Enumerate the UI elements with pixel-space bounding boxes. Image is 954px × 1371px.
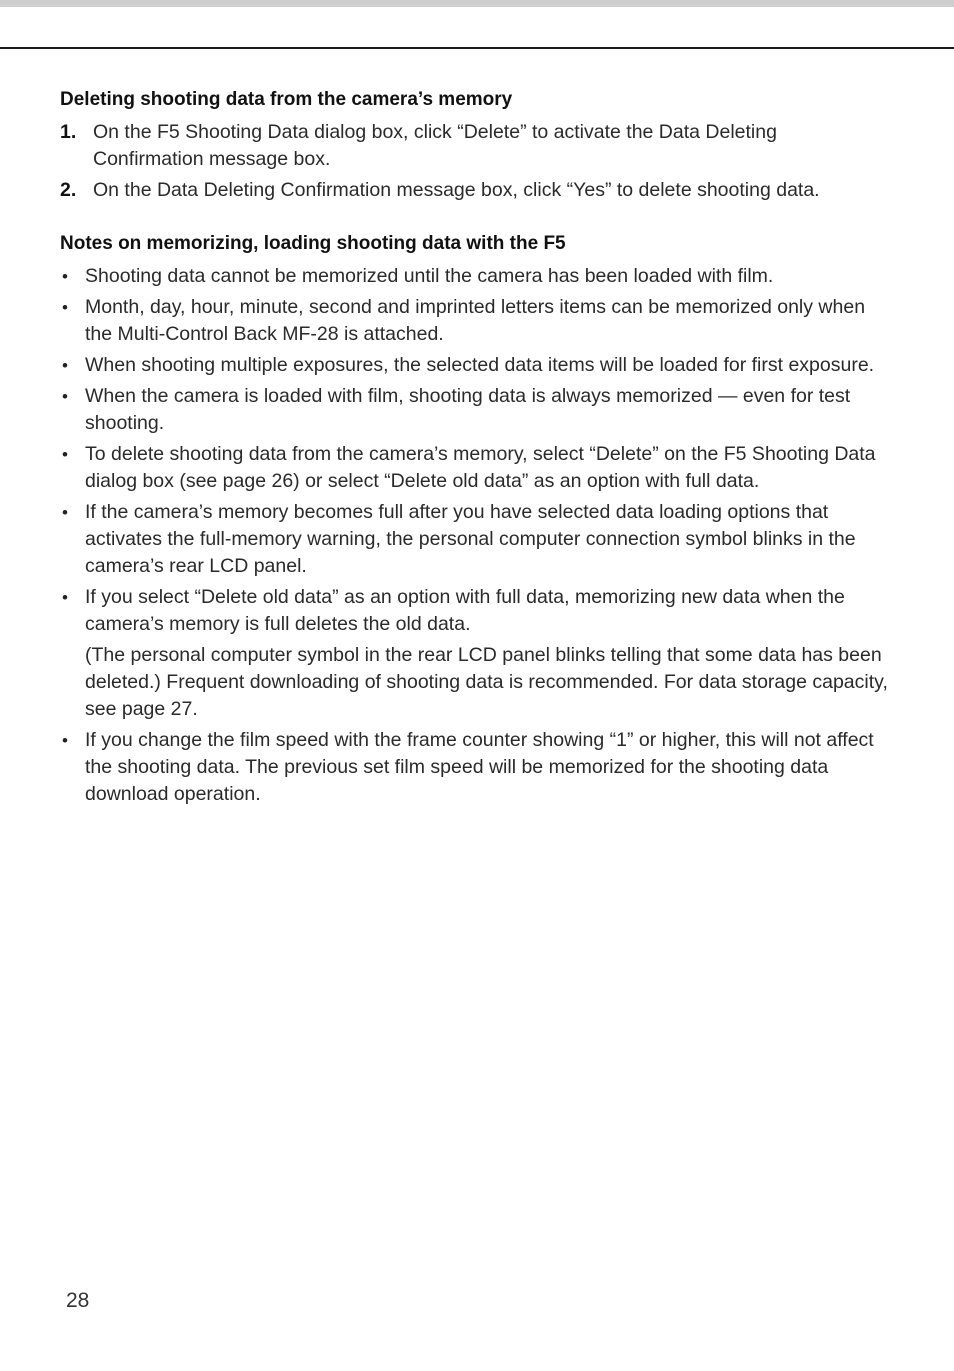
section-notes xyxy=(60,230,890,808)
note-text: If the camera’s memory becomes full after you have selected data loading options that activates the full-memory warning, the personal computer connection symbol blinks in the camera’s rear LCD panel. xyxy=(85,501,856,577)
step-number: 1. xyxy=(60,121,77,143)
step-item xyxy=(60,119,890,173)
note-text: When shooting multiple exposures, the selected data items will be loaded for first exposure. xyxy=(85,354,875,376)
bullet-icon: • xyxy=(62,503,68,522)
step-number: 2. xyxy=(60,179,77,201)
note-text: When the camera is loaded with film, shooting data is always memorized — even for test shooting. xyxy=(85,385,851,434)
note-item xyxy=(60,441,890,495)
bullet-icon: • xyxy=(62,588,68,607)
bullet-icon: • xyxy=(62,356,68,375)
section-deleting-data xyxy=(60,86,890,204)
note-text: Month, day, hour, minute, second and imprinted letters items can be memorized only when the Multi-Control Back MF-28 is attached. xyxy=(85,296,866,345)
note-text: If you select “Delete old data” as an option with full data, memorizing new data when the camera’s memory is full deletes the old data. xyxy=(85,586,845,635)
page-number: 28 xyxy=(66,1289,90,1312)
bullet-icon: • xyxy=(62,445,68,464)
step-text: On the Data Deleting Confirmation message box, click “Yes” to delete shooting data. xyxy=(93,179,820,201)
step-item xyxy=(60,177,890,204)
note-item xyxy=(60,499,890,580)
scan-edge-strip xyxy=(0,0,954,7)
note-item xyxy=(60,263,890,290)
section-heading-deleting: Deleting shooting data from the camera’s memory xyxy=(60,89,513,110)
header-rule xyxy=(0,47,954,49)
bullet-icon: • xyxy=(62,387,68,406)
bullet-icon: • xyxy=(62,267,68,286)
note-item xyxy=(60,383,890,437)
section-heading-notes: Notes on memorizing, loading shooting data with the F5 xyxy=(60,233,566,254)
note-text: To delete shooting data from the camera’s memory, select “Delete” on the F5 Shooting Data dialog box (see page 26) or select “Delete old data” as an option with full data. xyxy=(85,443,876,492)
notes-list xyxy=(60,263,890,808)
page-content xyxy=(60,86,890,812)
note-text: If you change the film speed with the frame counter showing “1” or higher, this will not affect the shooting data. The previous set film speed will be memorized for the shooting data download operation. xyxy=(85,729,874,805)
step-text: On the F5 Shooting Data dialog box, click “Delete” to activate the Data Deleting Confirmation message box. xyxy=(93,121,777,170)
note-item xyxy=(60,294,890,348)
note-text: Shooting data cannot be memorized until the camera has been loaded with film. xyxy=(85,265,774,287)
note-item xyxy=(60,584,890,723)
note-item xyxy=(60,727,890,808)
note-text-continued: (The personal computer symbol in the rear LCD panel blinks telling that some data has been deleted.) Frequent downloading of shooting data is recommended. For data storage capacity, see page 27. xyxy=(85,644,888,720)
steps-list xyxy=(60,119,890,204)
note-item xyxy=(60,352,890,379)
bullet-icon: • xyxy=(62,731,68,750)
bullet-icon: • xyxy=(62,298,68,317)
